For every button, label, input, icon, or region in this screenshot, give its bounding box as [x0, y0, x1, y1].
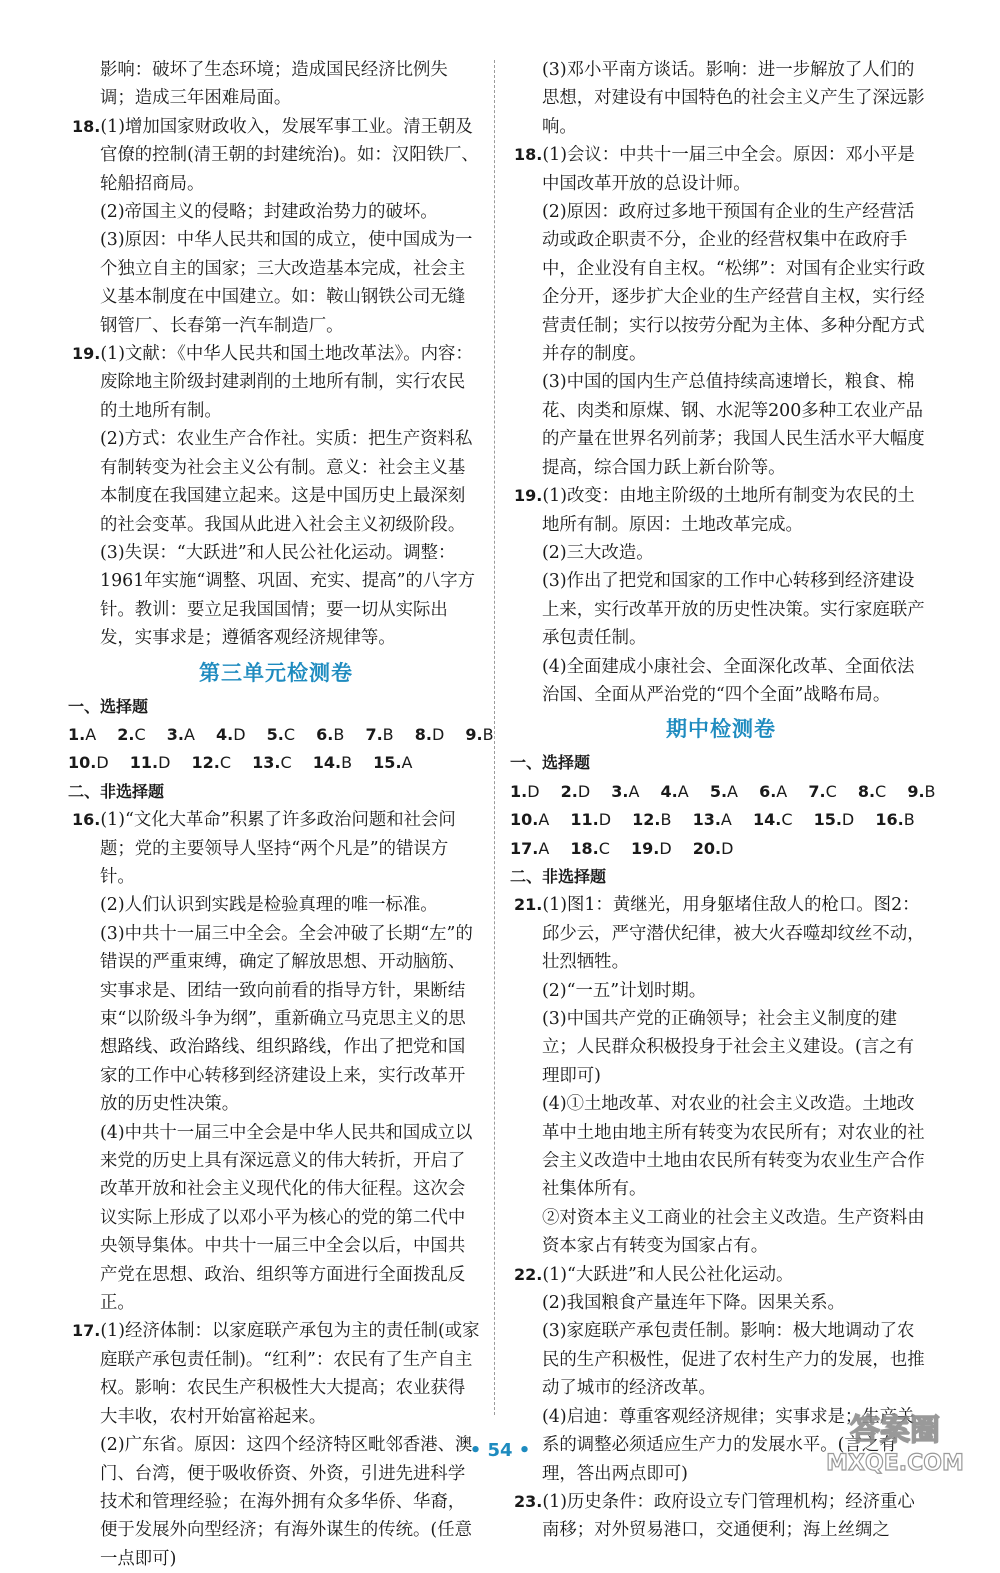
choice-answers-row: 1.A 2.C 3.A 4.D 5.C 6.B 7.B 8.D 9.B	[68, 724, 494, 744]
answer-text: (2)原因：政府过多地干预国有企业的生产经营活动或政企职责不分，企业的经营权集中在政府手中，企业没有自主权。“松绑”：对国有企业实行政企分开，逐步扩大企业的生产经营自主权，实行经营责任制；实行以按劳分配为主体、多种分配方式并存的制度。	[542, 202, 925, 365]
answer-text: (1)“大跃进”和人民公社化运动。	[542, 1264, 794, 1285]
answer-text: (3)作出了把党和国家的工作中心转移到经济建设上来，实行改革开放的历史性决策。实行家庭联产承包责任制。	[542, 571, 925, 649]
answer-text: (1)经济体制：以家庭联产承包为主的责任制(或家庭联产承包责任制)。“红利”：农民有了生产自主权。影响：农民生产积极性大大提高；农业获得大丰收，农村开始富裕起来。	[100, 1321, 480, 1427]
answer-text: (3)中国共产党的正确领导；社会主义制度的建立；人民群众积极投身于社会主义建设。(言之有理即可)	[542, 1009, 914, 1086]
answer-text: (1)“文化大革命”积累了许多政治问题和社会问题；党的主要领导人坚持“两个凡是”的错误方针。	[100, 810, 456, 887]
question-number: 23.	[514, 1491, 543, 1511]
question-number: 21.	[514, 895, 543, 915]
answer-text: (2)人们认识到实践是检验真理的唯一标准。	[100, 895, 438, 916]
choice-answers-row: 10.D 11.D 12.C 13.C 14.B 15.A	[68, 753, 413, 773]
answer-text: (3)家庭联产承包责任制。影响：极大地调动了农民的生产积极性，促进了农村生产力的发展，也推动了城市的经济改革。	[542, 1321, 925, 1399]
column-divider	[494, 60, 495, 1415]
right-question-21	[514, 891, 928, 1260]
choice-heading: 一、选择题	[68, 696, 149, 716]
answer-text: (4)全面建成小康社会、全面深化改革、全面依法治国、全面从严治党的“四个全面”战略布局。	[542, 656, 915, 705]
answer-text: (2)三大改造。	[542, 542, 654, 563]
choice-answers-row: 10.A 11.D 12.B 13.A 14.C 15.D 16.B	[510, 810, 915, 830]
answer-text: (1)会议：中共十一届三中全会。原因：邓小平是中国改革开放的总设计师。	[542, 145, 915, 194]
choice-heading: 一、选择题	[510, 753, 591, 773]
answer-text: (3)中国的国内生产总值持续高速增长，粮食、棉花、肉类和原煤、钢、水泥等200多种工农业产品的产量在世界名列前茅；我国人民生活水平大幅度提高，综合国力跃上新台阶等。	[542, 372, 925, 478]
page-number: • 54 •	[469, 1440, 531, 1461]
question-number: 18.	[514, 145, 543, 165]
right-continued-text: (3)邓小平南方谈话。影响：进一步解放了人们的思想，对建设有中国特色的社会主义产生了深远影响。	[542, 60, 925, 137]
choice-answers-row: 1.D 2.D 3.A 4.A 5.A 6.A 7.C 8.C 9.B	[510, 781, 936, 801]
question-number: 19.	[72, 344, 101, 364]
right-question-18	[514, 141, 928, 482]
answer-text: ②对资本主义工商业的社会主义改造。生产资料由资本家占有转变为国家占有。	[542, 1207, 925, 1257]
answer-text: (2)广东省。原因：这四个经济特区毗邻香港、澳门、台湾，便于吸收侨资、外资，引进先进科学技术和管理经验；在海外拥有众多华侨、华裔，便于发展外向型经济；有海外谋生的传统。(任意一点即可)	[100, 1435, 473, 1569]
question-number: 17.	[72, 1321, 101, 1341]
answer-text: (3)失误：“大跃进”和人民公社化运动。调整：1961年实施“调整、巩固、充实、提高”的八字方针。教训：要立足我国国情；要一切从实际出发，实事求是；遵循客观经济规律等。	[100, 542, 476, 649]
left-question-18	[72, 113, 480, 340]
answer-text: (1)文献：《中华人民共和国土地改革法》。内容：废除地主阶级封建剥削的土地所有制，实行农民的土地所有制。	[100, 344, 473, 421]
answer-text: (1)改变：由地主阶级的土地所有制变为农民的土地所有制。原因：土地改革完成。	[542, 486, 915, 535]
right-column	[510, 56, 936, 1545]
left-column	[68, 56, 494, 1573]
non-choice-heading: 二、非选择题	[510, 866, 607, 886]
answer-text: (4)①土地改革、对农业的社会主义改造。土地改革中土地由地主所有转变为农民所有；对农业的社会主义改造中土地由农民所有转变为农业生产合作社集体所有。	[542, 1094, 925, 1200]
answer-text: (1)增加国家财政收入，发展军事工业。清王朝及官僚的控制(清王朝的封建统治)。如：汉阳铁厂、轮船招商局。	[100, 116, 479, 194]
question-number: 18.	[72, 116, 101, 136]
answer-text: (1)图1：黄继光，用身躯堵住敌人的枪口。图2：邱少云，严守潜伏纪律，被大火吞噬却纹丝不动，壮烈牺牲。	[542, 895, 925, 973]
answer-text: (3)中共十一届三中全会。全会冲破了长期“左”的错误的严重束缚，确定了解放思想、开动脑筋、实事求是、团结一致向前看的指导方针，果断结束“以阶级斗争为纲”，重新确立马克思主义的思想路线、政治路线、组织路线，作出了把党和国家的工作中心转移到经济建设上来，实行改革开放的历史性决策。	[100, 923, 473, 1115]
answer-text: (2)方式：农业生产合作社。实质：把生产资料私有制转变为社会主义公有制。意义：社会主义基本制度在我国建立起来。这是中国历史上最深刻的社会变革。我国从此进入社会主义初级阶段。	[100, 429, 473, 535]
answer-text: (4)启迪：尊重客观经济规律；实事求是；生产关系的调整必须适应生产力的发展水平。(言之有理，答出两点即可)	[542, 1406, 915, 1484]
left-question-16	[72, 806, 480, 1317]
section-title-midterm: 期中检测卷	[666, 717, 776, 742]
left-continued-text: 影响：破坏了生态环境；造成国民经济比例失调；造成三年困难局面。	[100, 60, 448, 109]
left-question-19	[72, 340, 480, 652]
question-number: 16.	[72, 810, 101, 830]
choice-answers-row: 17.A 18.C 19.D 20.D	[510, 838, 734, 858]
answer-text: (3)原因：中华人民共和国的成立，使中国成为一个独立自主的国家；三大改造基本完成，社会主义基本制度在中国建立。如：鞍山钢铁公司无缝钢管厂、长春第一汽车制造厂。	[100, 230, 473, 336]
section-title-unit3: 第三单元检测卷	[199, 660, 353, 685]
watermark-logo	[810, 1400, 980, 1480]
answer-text: (4)中共十一届三中全会是中华人民共和国成立以来党的历史上具有深远意义的伟大转折，开启了改革开放和社会主义现代化的伟大征程。这次会议实际上形成了以邓小平为核心的党的第二代中央领导集体。中共十一届三中全会以后，中国共产党在思想、政治、组织等方面进行全面拨乱反正。	[100, 1122, 473, 1314]
right-question-23	[514, 1488, 928, 1545]
right-question-19	[514, 482, 928, 709]
svg-text:MXQE.COM: MXQE.COM	[826, 1451, 964, 1476]
answer-text: (2)“一五”计划时期。	[542, 980, 707, 1001]
answer-text: (1)历史条件：政府设立专门管理机构；经济重心南移；对外贸易港口，交通便利；海上丝绸之	[542, 1491, 915, 1541]
answer-text: (2)我国粮食产量连年下降。因果关系。	[542, 1293, 845, 1314]
non-choice-heading: 二、非选择题	[68, 781, 165, 801]
svg-text:答案圈: 答案圈	[850, 1413, 940, 1448]
answer-text: (2)帝国主义的侵略；封建政治势力的破坏。	[100, 202, 438, 223]
question-number: 19.	[514, 486, 543, 506]
question-number: 22.	[514, 1264, 543, 1284]
